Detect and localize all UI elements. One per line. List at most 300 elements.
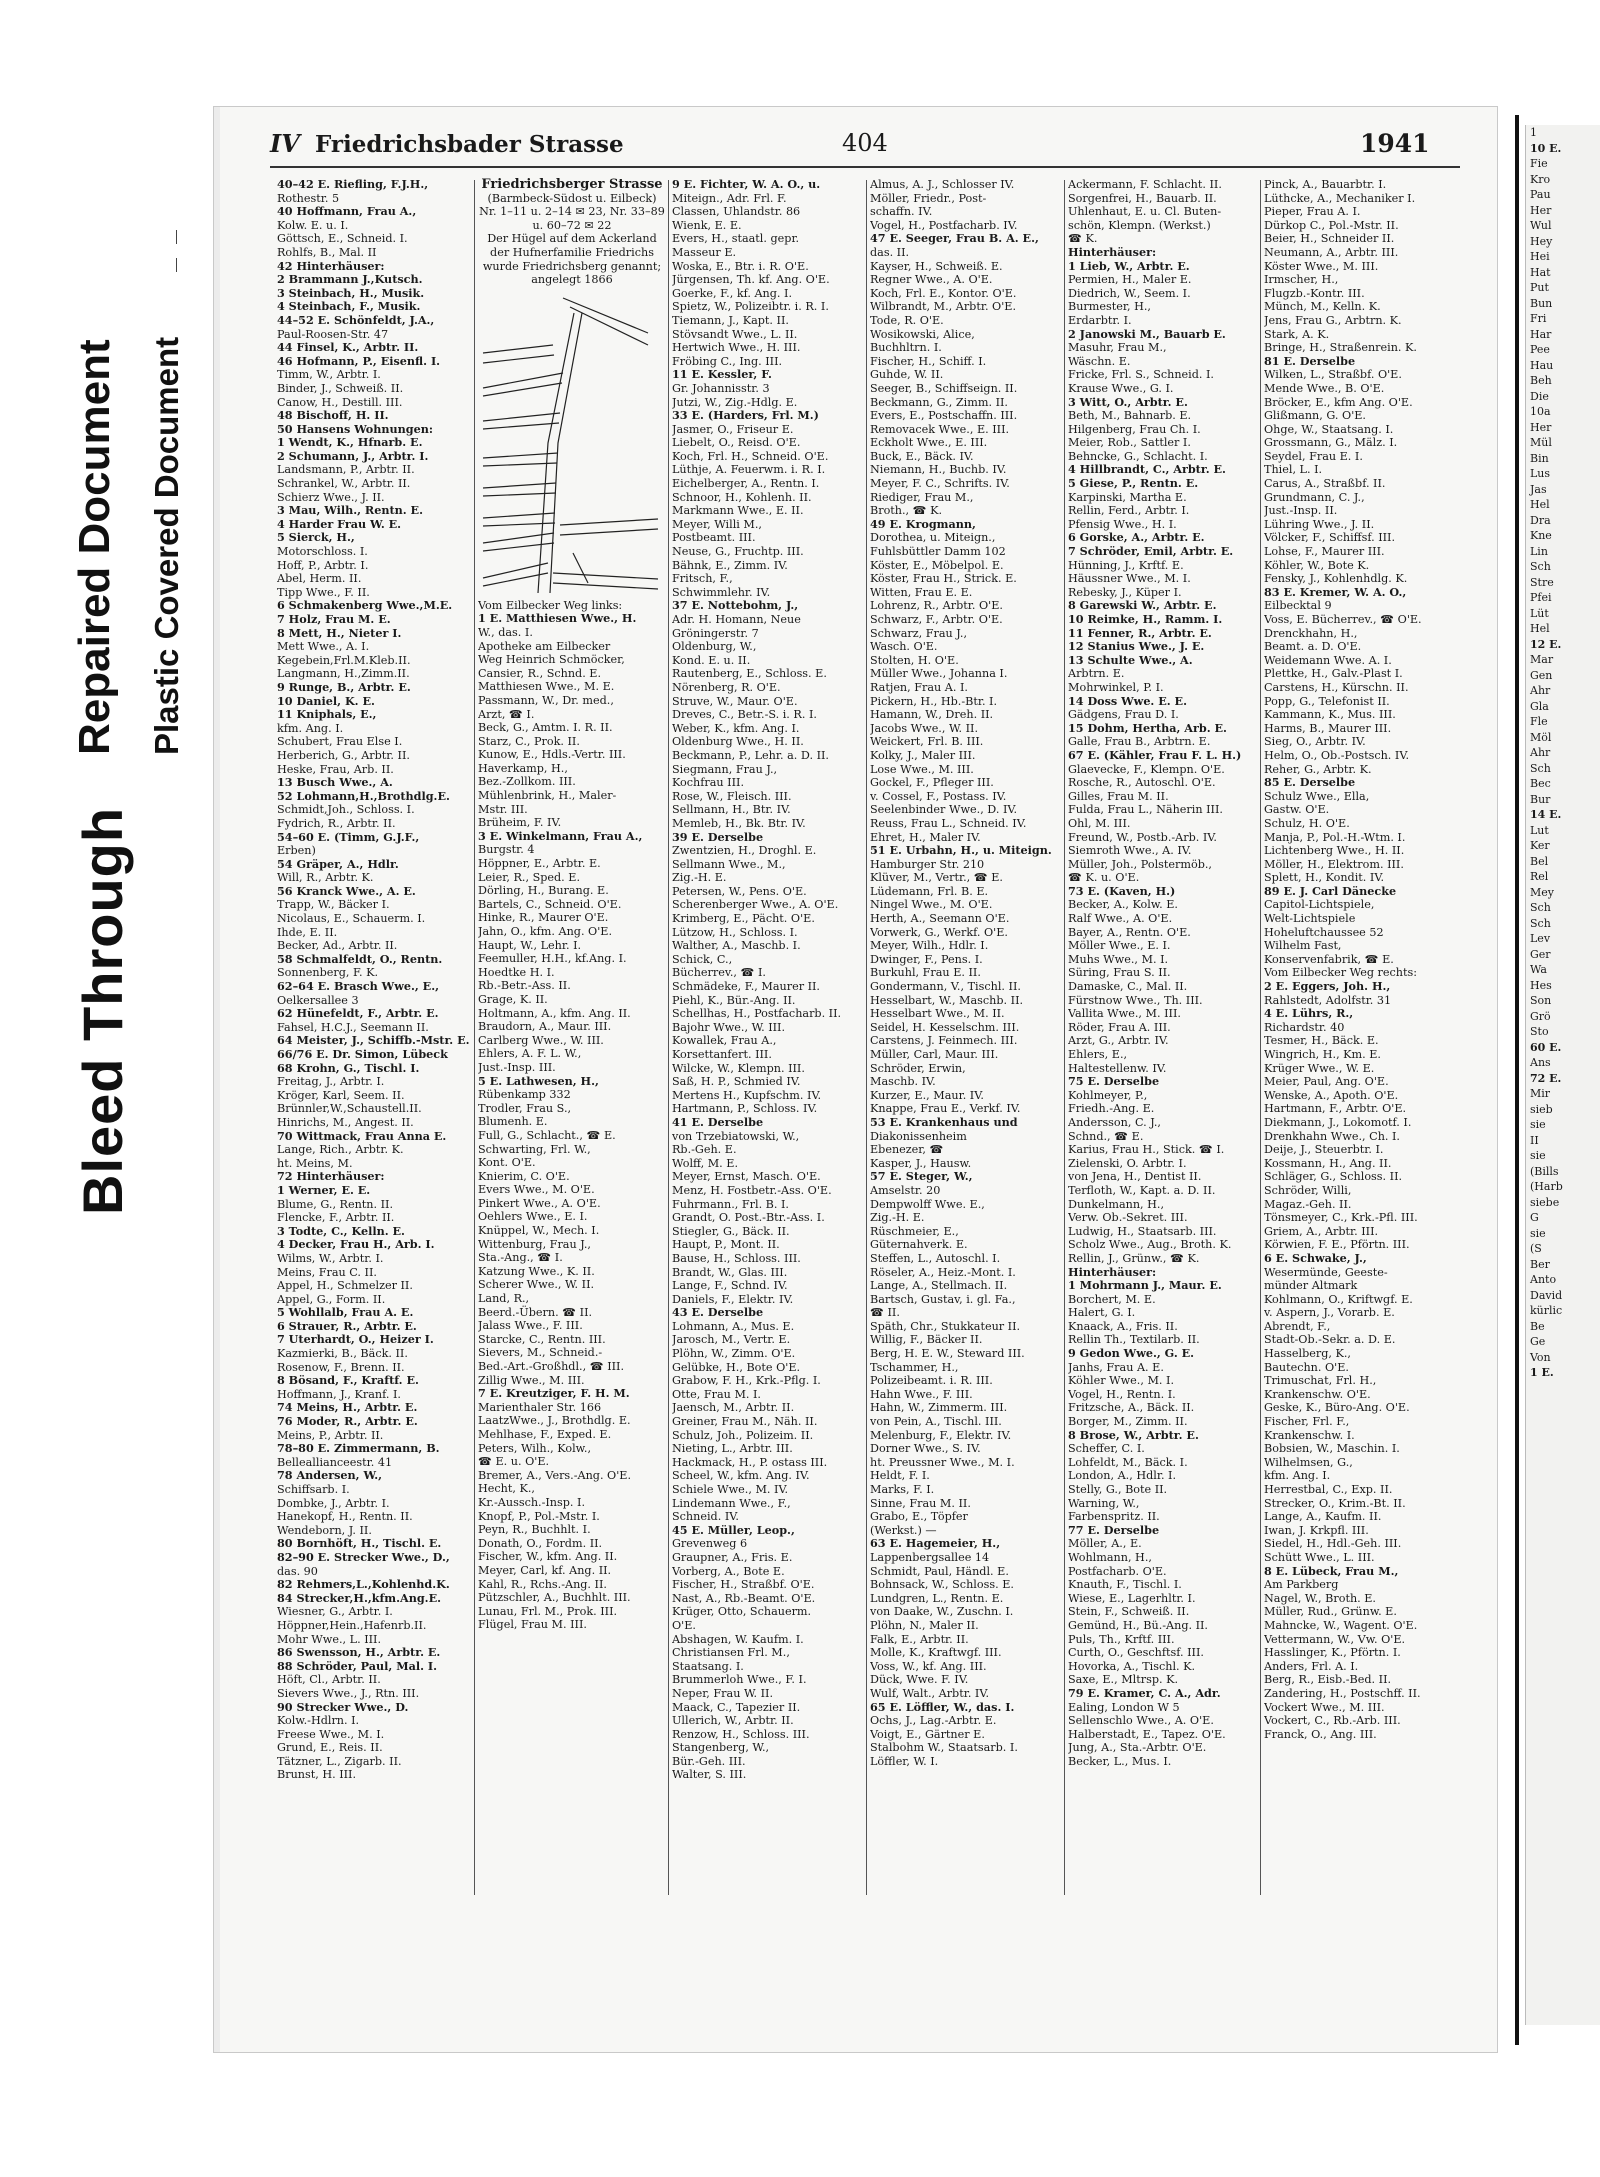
directory-entry: Knüppel, W., Mech. I. — [478, 1224, 600, 1238]
directory-entry: Sch — [1530, 560, 1551, 573]
directory-entry: Dreves, C., Betr.-S. i. R. I. — [672, 708, 817, 722]
directory-entry: Lohse, F., Maurer III. — [1264, 545, 1385, 559]
directory-entry: Weickert, Frl. B. III. — [870, 735, 984, 749]
directory-entry: Manja, P., Pol.-H.-Wtm. I. — [1264, 830, 1406, 844]
directory-entry: Fischer, W., kfm. Ang. II. — [478, 1550, 618, 1564]
next-page-fragment — [1525, 125, 1600, 2025]
directory-entry: Ealing, London W 5 — [1068, 1700, 1180, 1714]
directory-entry: 74 Meins, H., Arbtr. E. — [277, 1400, 418, 1415]
directory-entry: Schnd., ☎ E. — [1068, 1129, 1144, 1143]
directory-entry: Bed.-Art.-Großhdl., ☎ III. — [478, 1360, 625, 1373]
directory-entry: Woska, E., Btr. i. R. O'E. — [672, 259, 809, 273]
directory-entry: Scholz Wwe., Aug., Broth. K. — [1068, 1238, 1232, 1252]
directory-entry: Amselstr. 20 — [870, 1183, 941, 1197]
directory-entry: Kayser, H., Schweiß. E. — [870, 259, 1003, 273]
directory-entry: Gemünd, H., Bü.-Ang. II. — [1068, 1618, 1208, 1632]
directory-entry: Sorgenfrei, H., Bauarb. II. — [1068, 191, 1217, 205]
directory-entry: Hoff, P., Arbtr. I. — [277, 558, 369, 572]
directory-entry: 10 Reimke, H., Ramm. I. — [1068, 612, 1223, 626]
directory-entry: Janhs, Frau A. E. — [1068, 1360, 1164, 1374]
street-heading: Friedrichsberger Strasse — [481, 178, 663, 192]
directory-entry: Binder, J., Schweiß. II. — [277, 381, 404, 395]
directory-entry: Die — [1530, 389, 1549, 403]
directory-entry: Bec — [1530, 777, 1551, 790]
directory-entry: Pfei — [1530, 591, 1552, 604]
directory-entry: Mehlhase, F., Exped. E. — [478, 1427, 612, 1441]
directory-entry: Wilbrandt, M., Arbtr. O'E. — [870, 300, 1017, 314]
directory-entry: Möller, H., Elektrom. III. — [1264, 857, 1404, 871]
street-map — [478, 293, 664, 593]
directory-entry: Jahn, O., kfm. Ang. O'E. — [478, 925, 613, 938]
directory-entry: Eckholt Wwe., E. III. — [870, 436, 988, 450]
directory-entry: Nicolaus, E., Schauerm. I. — [277, 912, 426, 926]
directory-entry: Krüger, Otto, Schauerm. — [672, 1605, 812, 1619]
directory-entry: Haupt, P., Mont. II. — [672, 1238, 780, 1252]
directory-entry: Krause Wwe., G. I. — [1068, 381, 1174, 395]
directory-entry: 57 E. Steger, W., — [870, 1169, 973, 1184]
directory-entry: Kegebein,Frl.M.Kleb.II. — [277, 653, 411, 667]
directory-entry: Donath, O., Fordm. II. — [478, 1536, 603, 1550]
directory-entry: Diakonissenheim — [870, 1129, 967, 1143]
directory-entry: Lohrenz, R., Arbtr. O'E. — [870, 599, 1003, 613]
directory-entry: Damaske, C., Mal. II. — [1068, 980, 1188, 994]
directory-entry: Röseler, A., Heiz.-Mont. I. — [870, 1265, 1016, 1279]
directory-entry: Magaz.-Geh. II. — [1264, 1197, 1352, 1211]
directory-entry: Scherenberger Wwe., A. O'E. — [672, 898, 839, 912]
directory-entry: Ge — [1530, 1335, 1546, 1348]
directory-entry: 41 E. Derselbe — [672, 1114, 764, 1129]
directory-entry: 60 E. — [1530, 1040, 1562, 1054]
directory-entry: Hünning, J., Krftf. E. — [1068, 558, 1184, 572]
directory-entry: Trimuschat, Frl. H., — [1264, 1374, 1377, 1388]
directory-entry: Arzt, G., Arbtr. IV. — [1068, 1034, 1169, 1048]
directory-entry: 82–90 E. Strecker Wwe., D., — [277, 1549, 450, 1564]
directory-entry: Schiffsarb. I. — [277, 1483, 350, 1496]
directory-entry: Geske, K., Büro-Ang. O'E. — [1264, 1401, 1410, 1415]
directory-entry: Anto — [1530, 1273, 1557, 1286]
directory-entry: Pinck, A., Bauarbtr. I. — [1264, 178, 1387, 191]
directory-entry: Stolten, H. O'E. — [870, 653, 959, 667]
directory-entry: 8 E. Lübeck, Frau M., — [1264, 1563, 1399, 1578]
directory-entry: Krankenschw. I. — [1264, 1428, 1355, 1442]
directory-entry: Schrankel, W., Arbtr. II. — [277, 477, 411, 491]
directory-entry: Be — [1530, 1319, 1545, 1333]
directory-entry: Halberstadt, E., Tapez. O'E. — [1068, 1727, 1226, 1741]
directory-entry: Fischer, Frl. F., — [1264, 1415, 1350, 1429]
directory-entry: Scheel, W., kfm. Ang. IV. — [672, 1469, 810, 1483]
directory-entry: Schmidt,Joh., Schloss. I. — [277, 803, 415, 817]
directory-column-3 — [672, 178, 864, 1898]
directory-entry: Mohrwinkel, P. I. — [1068, 680, 1164, 694]
directory-entry: 6 E. Schwake, J., — [1264, 1250, 1367, 1265]
directory-entry: Klüver, M., Vertr., ☎ E. — [870, 871, 1003, 885]
directory-entry: Hasselberg, K., — [1264, 1347, 1351, 1361]
directory-entry: Wasch. O'E. — [870, 640, 938, 654]
directory-entry: Buck, E., Bäck. IV. — [870, 449, 974, 463]
directory-entry: schaffn. IV. — [870, 205, 933, 219]
directory-entry: (S — [1530, 1242, 1542, 1255]
directory-entry: 79 E. Kramer, C. A., Adr. — [1068, 1685, 1221, 1700]
directory-entry: Greiner, Frau M., Näh. II. — [672, 1415, 818, 1429]
directory-entry: Zwentzien, H., Droghl. E. — [672, 844, 817, 858]
directory-entry: Pützschler, A., Buchhlt. III. — [478, 1591, 631, 1605]
directory-entry: 2 Schumann, J., Arbtr. I. — [277, 448, 429, 463]
directory-column-2 — [478, 178, 666, 1898]
directory-entry: David — [1530, 1288, 1563, 1302]
directory-entry: Wäschn. E. — [1068, 354, 1131, 368]
directory-entry: Evers, E., Postschaffn. III. — [870, 409, 1018, 423]
directory-entry: Appel, G., Form. II. — [277, 1292, 386, 1306]
directory-entry: Walter, S. III. — [672, 1768, 747, 1782]
directory-entry: Peters, Wilh., Kolw., — [478, 1441, 592, 1455]
directory-entry: Ralf Wwe., A. O'E. — [1068, 912, 1173, 926]
directory-entry: Muhs Wwe., M. I. — [1068, 952, 1169, 966]
directory-entry: Mett Wwe., A. I. — [277, 640, 370, 654]
directory-entry: Saxe, E., Mltrsp. K. — [1068, 1673, 1179, 1687]
directory-entry: Puls, Th., Krftf. III. — [1068, 1632, 1175, 1646]
directory-entry: Siemroth Wwe., A. IV. — [1068, 844, 1192, 858]
directory-entry: Lunau, Frl. M., Prok. III. — [478, 1604, 618, 1618]
directory-entry: Konservenfabrik, ☎ E. — [1264, 952, 1394, 966]
directory-entry: 86 Swensson, H., Arbtr. E. — [277, 1645, 441, 1660]
directory-entry: Herth, A., Seemann O'E. — [870, 912, 1010, 926]
directory-entry: Hinterhäuser: — [1068, 1264, 1157, 1279]
directory-entry: Belleallianceestr. 41 — [277, 1455, 393, 1469]
directory-entry: Willig, F., Bäcker II. — [870, 1333, 983, 1347]
directory-entry: Meins, Frau C. II. — [277, 1265, 377, 1279]
directory-entry: 88 Schröder, Paul, Mal. I. — [277, 1658, 437, 1673]
directory-entry: 82 Rehmers,L.,Kohlenhd.K. — [277, 1577, 450, 1592]
directory-entry: Dorothea, u. Miteign., — [870, 531, 996, 545]
directory-entry: Grundmann, C. J., — [1264, 490, 1365, 504]
directory-entry: 81 E. Derselbe — [1264, 353, 1356, 368]
directory-entry: 45 E. Müller, Leop., — [672, 1522, 795, 1537]
directory-entry: 75 E. Derselbe — [1068, 1074, 1160, 1089]
directory-entry: Schläger, G., Schloss. II. — [1264, 1170, 1403, 1184]
directory-entry: Anders, Frl. A. I. — [1264, 1659, 1359, 1673]
directory-entry: Höppner,Hein.,Hafenrb.II. — [277, 1618, 427, 1632]
directory-entry: Gockel, F., Pfleger III. — [870, 776, 994, 790]
directory-entry: Zielenski, O. Arbtr. I. — [1068, 1156, 1187, 1170]
column-rule — [668, 180, 669, 1895]
directory-entry: Haupt, W., Lehr. I. — [478, 938, 582, 952]
directory-entry: v. Cossel, F., Postass. IV. — [870, 789, 1007, 803]
directory-entry: Schütt Wwe., L. III. — [1264, 1550, 1375, 1564]
directory-entry: Dörling, H., Burang. E. — [478, 884, 609, 898]
directory-entry: Reher, G., Arbtr. K. — [1264, 762, 1372, 776]
directory-entry: Put — [1530, 281, 1549, 294]
directory-entry: Krüger Wwe., W. E. — [1264, 1061, 1375, 1075]
directory-entry: Iwan, J. Krkpfl. III. — [1264, 1523, 1369, 1537]
directory-entry: Wittenburg, Frau J., — [478, 1237, 591, 1251]
directory-entry: Meier, Rob., Sattler I. — [1068, 436, 1191, 450]
directory-entry: Müller, Joh., Polstermöb., — [1068, 857, 1212, 871]
directory-entry: Jacobs Wwe., W. II. — [870, 721, 979, 735]
directory-entry: Schulz, H. O'E. — [1264, 816, 1350, 830]
directory-entry: 43 E. Derselbe — [672, 1305, 764, 1320]
directory-entry: Her — [1530, 203, 1552, 217]
directory-entry: 11 E. Kessler, F. — [672, 367, 772, 382]
directory-entry: Becker, L., Mus. I. — [1068, 1754, 1172, 1768]
directory-entry: 8 Mett, H., Nieter I. — [277, 625, 402, 640]
directory-entry: Gelübke, H., Bote O'E. — [672, 1360, 801, 1374]
directory-entry: Lev — [1530, 932, 1551, 945]
directory-entry: Marienthaler Str. 166 — [478, 1400, 602, 1414]
directory-entry: Freese Wwe., M. I. — [277, 1727, 385, 1741]
directory-entry: Jens, Frau G., Arbtrn. K. — [1264, 313, 1402, 327]
directory-entry: Harms, B., Maurer III. — [1264, 721, 1392, 735]
directory-entry: Karpinski, Martha E. — [1068, 490, 1187, 504]
directory-entry: Stadt-Ob.-Sekr. a. D. E. — [1264, 1333, 1396, 1347]
directory-entry: Welt-Lichtspiele — [1264, 912, 1356, 926]
directory-entry: Kohlmeyer, P., — [1068, 1088, 1148, 1102]
directory-entry: Rothestr. 5 — [277, 191, 340, 205]
directory-entry: Plöhn, N., Maler II. — [870, 1618, 979, 1632]
directory-entry: Sievers Wwe., J., Rtn. III. — [277, 1686, 420, 1700]
directory-entry: Har — [1530, 327, 1552, 341]
directory-entry: 7 Holz, Frau M. E. — [277, 612, 391, 626]
directory-entry: Knierim, C. O'E. — [478, 1169, 570, 1183]
directory-entry: Vockert Wwe., M. III. — [1264, 1700, 1385, 1714]
directory-entry: Jalass Wwe., F. III. — [478, 1319, 583, 1333]
directory-entry: 72 E. — [1530, 1071, 1562, 1085]
directory-entry: LaatzWwe., J., Brothdlg. E. — [478, 1414, 631, 1428]
directory-entry: Erdarbtr. I. — [1068, 313, 1132, 327]
directory-entry: 14 E. — [1530, 808, 1562, 821]
directory-entry: Plettke, H., Galv.-Plast I. — [1264, 667, 1403, 681]
side-label-plastic: Plastic Covered Document — [148, 336, 185, 755]
directory-entry: O'E. — [672, 1618, 696, 1632]
directory-entry: Rübenkamp 332 — [478, 1088, 571, 1102]
directory-entry: Beier, H., Schneider II. — [1264, 232, 1395, 246]
directory-entry: Ans — [1530, 1056, 1551, 1069]
directory-entry: Pee — [1530, 343, 1550, 356]
directory-entry: Terfloth, W., Kapt. a. D. II. — [1068, 1183, 1216, 1197]
directory-entry: Burgstr. 4 — [478, 843, 535, 857]
directory-entry: Karius, Frau H., Stick. ☎ I. — [1068, 1143, 1225, 1157]
directory-entry: Fischer, H., Schiff. I. — [870, 354, 987, 368]
directory-entry: 1 E. — [1530, 1366, 1554, 1379]
directory-entry: 4 Harder Frau W. E. — [277, 516, 402, 531]
directory-entry: Grage, K. II. — [478, 992, 548, 1006]
directory-entry: Ullerich, W., Arbtr. II. — [672, 1714, 794, 1728]
directory-entry: Bröcker, E., kfm Ang. O'E. — [1264, 395, 1413, 409]
directory-entry: Drenckhahn, H., — [1264, 626, 1358, 640]
directory-entry: Voss, W., kf. Ang. III. — [870, 1659, 987, 1673]
directory-entry: Schneid. IV. — [672, 1510, 739, 1524]
directory-entry: Kunow, E., Hdls.-Vertr. III. — [478, 748, 626, 762]
directory-entry: Plöhn, W., Zimm. O'E. — [672, 1347, 796, 1361]
directory-entry: Tipp Wwe., F. II. — [277, 585, 370, 599]
directory-entry: ht. Preussner Wwe., M. I. — [870, 1455, 1015, 1469]
directory-entry: Carstens, H., Kürschn. II. — [1264, 680, 1409, 694]
directory-entry: Starcke, C., Rentn. III. — [478, 1332, 606, 1346]
directory-entry: Galle, Frau B., Arbtrn. E. — [1068, 735, 1211, 749]
directory-entry: Grandt, O. Post.-Btr.-Ass. I. — [672, 1211, 825, 1225]
column-rule — [1064, 180, 1065, 1895]
directory-entry: Pieper, Frau A. I. — [1264, 205, 1361, 219]
directory-entry: Am Parkberg — [1264, 1578, 1339, 1592]
directory-entry: Vockert, C., Rb.-Arb. III. — [1264, 1714, 1401, 1728]
directory-entry: Almus, A. J., Schlosser IV. — [870, 178, 1015, 191]
directory-entry: Hat — [1530, 265, 1551, 279]
directory-entry: Steffen, L., Autoschl. I. — [870, 1251, 1001, 1265]
directory-entry: 7 Schröder, Emil, Arbtr. E. — [1068, 544, 1234, 559]
directory-entry: Just.-Insp. III. — [478, 1060, 556, 1074]
directory-entry: Löffler, W. I. — [870, 1754, 939, 1768]
directory-entry: Trodler, Frau S., — [478, 1101, 572, 1115]
directory-entry: kürlic — [1530, 1304, 1563, 1317]
directory-entry: Lut — [1530, 823, 1549, 837]
directory-entry: Nieting, L., Arbtr. III. — [672, 1442, 793, 1456]
directory-entry: Fle — [1530, 715, 1548, 728]
directory-entry: Kammann, K., Mus. III. — [1264, 708, 1396, 722]
directory-entry: Siegmann, Frau J., — [672, 762, 778, 776]
directory-entry: Beckmann, P., Lehr. a. D. II. — [672, 748, 829, 762]
directory-entry: G — [1530, 1211, 1539, 1224]
directory-entry: 9 Gedon Wwe., G. E. — [1068, 1346, 1195, 1361]
directory-entry: Kossmann, H., Ang. II. — [1264, 1156, 1392, 1170]
directory-entry: ☎ K. — [1068, 232, 1098, 246]
directory-entry: Wilhelmsen, G., — [1264, 1455, 1353, 1469]
directory-entry: Arzt, ☎ I. — [478, 707, 535, 721]
directory-entry: Rb.-Geh. E. — [672, 1143, 737, 1157]
directory-entry: Menz, H. Fostbetr.-Ass. O'E. — [672, 1183, 832, 1197]
directory-entry: Häussner Wwe., M. I. — [1068, 572, 1191, 586]
directory-entry: 3 Todte, C., Kelln. E. — [277, 1223, 405, 1238]
directory-entry: Landsmann, P., Arbtr. II. — [277, 463, 415, 477]
directory-entry: Vom Eilbecker Weg links: — [478, 598, 623, 612]
directory-entry: Irmscher, H., — [1264, 273, 1339, 287]
directory-entry: 84 Strecker,H.,kfm.Ang.E. — [277, 1590, 441, 1605]
directory-entry: 67 E. (Kähler, Frau F. L. H.) — [1068, 747, 1242, 762]
directory-entry: 54 Gräper, A., Hdlr. — [277, 856, 399, 871]
directory-entry: 13 Schulte Wwe., A. — [1068, 652, 1193, 667]
directory-entry: Paul-Roosen-Str. 47 — [277, 327, 389, 341]
directory-entry: Lin — [1530, 544, 1548, 558]
directory-entry: Sievers, M., Schneid.- — [478, 1346, 603, 1360]
directory-entry: Dwinger, F., Pens. I. — [870, 952, 983, 966]
directory-entry: Bin — [1530, 451, 1549, 465]
directory-entry: Ludwig, H., Staatsarb. III. — [1068, 1224, 1217, 1238]
directory-entry: Jürgensen, Th. kf. Ang. O'E. — [672, 273, 830, 287]
directory-entry: Rellin, J., Grünw., ☎ K. — [1068, 1251, 1200, 1265]
directory-entry: (Werkst.) — — [870, 1523, 937, 1537]
directory-entry: Schwarz, F., Arbtr. O'E. — [870, 613, 1003, 626]
directory-entry: 6 Gorske, A., Arbtr. E. — [1068, 530, 1205, 545]
directory-entry: Ker — [1530, 839, 1550, 852]
directory-entry: 40–42 E. Riefling, F.J.H., — [277, 178, 429, 191]
directory-entry: Wilms, W., Arbtr. I. — [277, 1251, 384, 1265]
directory-entry: Sonnenberg, F. K. — [277, 966, 379, 980]
street-postal-zones: Nr. 1–11 u. 2–14 ✉ 23, Nr. 33–89 u. 60–72 ✉ 22 — [479, 205, 665, 232]
directory-entry: Deije, J., Steuerbtr. I. — [1264, 1143, 1384, 1157]
directory-entry: Blumenh. E. — [478, 1115, 548, 1129]
directory-entry: Wenske, A., Apoth. O'E. — [1264, 1088, 1399, 1102]
directory-entry: Schierz Wwe., J. II. — [277, 490, 385, 504]
directory-entry: 12 E. — [1530, 637, 1562, 651]
directory-entry: 52 Lohmann,H.,Brothdlg.E. — [277, 788, 450, 803]
directory-entry: Timm, W., Arbtr. I. — [277, 368, 381, 382]
directory-entry: von Pein, A., Tischl. III. — [870, 1415, 1002, 1429]
directory-entry: Mühlenbrink, H., Maler- — [478, 789, 617, 803]
directory-entry: Borger, M., Zimm. II. — [1068, 1415, 1188, 1429]
directory-entry: Hartmann, F., Arbtr. O'E. — [1264, 1102, 1407, 1116]
directory-entry: 14 Doss Wwe. E. E. — [1068, 693, 1187, 708]
directory-entry: Full, G., Schlacht., ☎ E. — [478, 1128, 616, 1142]
directory-entry: Ehlers, A. F. L. W., — [478, 1047, 582, 1061]
directory-entry: Ahr — [1530, 746, 1551, 759]
directory-entry: Hanekopf, H., Rentn. II. — [277, 1510, 413, 1524]
directory-entry: Röder, Frau A. III. — [1068, 1020, 1171, 1034]
directory-entry: Graupner, A., Fris. E. — [672, 1550, 793, 1564]
directory-entry: Christiansen Frl. M., — [672, 1646, 790, 1660]
directory-entry: Meins, P., Arbtr. II. — [277, 1428, 384, 1442]
directory-entry: Rosche, R., Autoschl. O'E. — [1068, 776, 1216, 790]
directory-entry: Schmädeke, F., Maurer II. — [672, 980, 820, 994]
column-rule — [866, 180, 867, 1895]
directory-entry: 15 Dohm, Hertha, Arb. E. — [1068, 720, 1227, 735]
page-fold-edge — [1515, 115, 1519, 2045]
directory-entry: Kolw. E. u. I. — [277, 218, 349, 232]
directory-entry: Brunst, H. III. — [277, 1768, 357, 1782]
directory-entry: Abshagen, W. Kaufm. I. — [672, 1632, 804, 1646]
directory-entry: Masuhr, Frau M., — [1068, 341, 1167, 355]
directory-entry: Wiesner, G., Arbtr. I. — [277, 1605, 393, 1619]
directory-entry: 64 Meister, J., Schiffb.-Mstr. E. — [277, 1033, 470, 1048]
directory-entry: Hes — [1530, 978, 1552, 992]
directory-entry: Will, R., Arbtr. K. — [277, 871, 374, 885]
directory-entry: Von — [1530, 1350, 1551, 1364]
directory-entry: 1 Werner, E. E. — [277, 1182, 371, 1197]
directory-entry: Ochs, J., Lag.-Arbtr. E. — [870, 1714, 997, 1728]
directory-entry: W., das. I. — [478, 625, 533, 639]
directory-entry: Lange, A., Stellmach. II. — [870, 1279, 1008, 1293]
directory-entry: Hasslinger, K., Pförtn. I. — [1264, 1646, 1401, 1660]
directory-entry: Schwimmlehr. IV. — [672, 585, 771, 599]
directory-entry: Postbeamt. III. — [672, 531, 756, 545]
directory-entry: Lüdemann, Frl. B. E. — [870, 884, 989, 898]
directory-entry: Bautechn. O'E. — [1264, 1360, 1349, 1374]
directory-entry: Kröger, Karl, Seem. II. — [277, 1088, 405, 1102]
directory-entry: Heldt, F. I. — [870, 1469, 930, 1483]
directory-entry: 66/76 E. Dr. Simon, Lübeck — [277, 1047, 448, 1061]
directory-entry: Herrestbal, C., Exp. II. — [1264, 1483, 1393, 1496]
directory-entry: Wul — [1530, 219, 1552, 232]
directory-entry: Gastw. O'E. — [1264, 803, 1330, 817]
directory-entry: Krimberg, E., Pächt. O'E. — [672, 912, 815, 926]
directory-entry: Dürkop C., Pol.-Mstr. II. — [1264, 218, 1399, 232]
directory-entry: Dra — [1530, 513, 1551, 527]
directory-entry: Grabow, F. H., Krk.-Pflg. I. — [672, 1374, 821, 1388]
directory-entry: Wulf, Walt., Arbtr. IV. — [870, 1686, 990, 1700]
directory-entry: Carlberg Wwe., W. III. — [478, 1033, 604, 1047]
directory-entry: 76 Moder, R., Arbtr. E. — [277, 1414, 418, 1429]
directory-column-5 — [1068, 178, 1258, 1898]
directory-entry: Bur — [1530, 792, 1551, 806]
directory-entry: Beth, M., Bahnarb. E. — [1068, 409, 1192, 423]
directory-entry: Grevenweg 6 — [672, 1537, 748, 1551]
directory-entry: Vogel, H., Rentn. I. — [1068, 1387, 1176, 1401]
directory-entry: Struve, W., Maur. O'E. — [672, 694, 798, 708]
directory-entry: 1 — [1530, 126, 1537, 139]
directory-entry: 39 E. Derselbe — [672, 829, 764, 844]
directory-entry: Glißmann, G. O'E. — [1264, 409, 1366, 423]
directory-entry: Hilgenberg, Frau Ch. I. — [1068, 422, 1201, 436]
directory-entry: sie — [1530, 1118, 1546, 1131]
directory-entry: Abel, Herm. II. — [277, 572, 362, 586]
directory-entry: 40 Hoffmann, Frau A., — [277, 204, 417, 219]
